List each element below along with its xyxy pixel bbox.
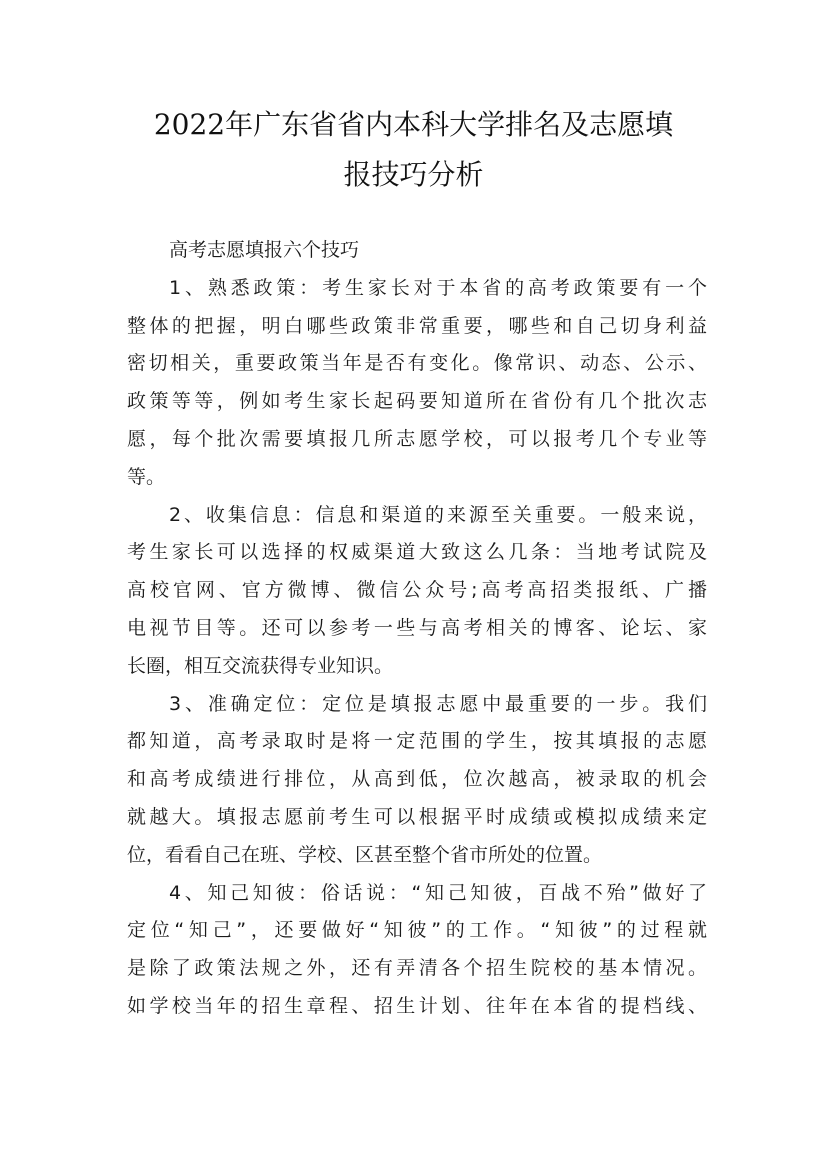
paragraph-line: 高校官网、官方微博、微信公众号;高考高招类报纸、广播 — [127, 579, 707, 602]
paragraph-line: 考生家长可以选择的权威渠道大致这么几条：当地考试院及 — [127, 541, 707, 564]
paragraph-line: 4、知己知彼：俗话说：“知己知彼，百战不殆”做好了 — [169, 881, 707, 904]
paragraph-line: 3、准确定位：定位是填报志愿中最重要的一步。我们 — [169, 692, 707, 715]
paragraph-line: 整体的把握，明白哪些政策非常重要，哪些和自己切身利益 — [127, 314, 707, 337]
paragraph-line: 政策等等，例如考生家长起码要知道所在省份有几个批次志 — [127, 390, 707, 413]
title-line: 2022年广东省省内本科大学排名及志愿填 — [153, 108, 674, 141]
paragraph-line: 愿，每个批次需要填报几所志愿学校，可以报考几个专业等 — [127, 427, 707, 450]
paragraph-line: 定位“知己”，还要做好“知彼”的工作。“知彼”的过程就 — [127, 919, 707, 942]
paragraph-line: 高考志愿填报六个技巧 — [169, 239, 360, 261]
paragraph-line: 等。 — [127, 465, 166, 488]
paragraph-line: 是除了政策法规之外，还有弄清各个招生院校的基本情况。 — [127, 957, 707, 980]
paragraph-line: 和高考成绩进行排位，从高到低，位次越高，被录取的机会 — [127, 768, 707, 791]
paragraph — [127, 686, 707, 875]
paragraph-line: 如学校当年的招生章程、招生计划、往年在本省的提档线、 — [127, 994, 707, 1017]
document-body — [127, 232, 707, 1026]
paragraph — [127, 270, 707, 497]
paragraph-line: 都知道，高考录取时是将一定范围的学生，按其填报的志愿 — [127, 730, 707, 753]
paragraph-line: 就越大。填报志愿前考生可以根据平时成绩或模拟成绩来定 — [127, 805, 707, 828]
paragraph-line: 位，看看自己在班、学校、区甚至整个省市所处的位置。 — [127, 843, 603, 866]
paragraph — [127, 875, 707, 1026]
section-heading — [127, 232, 707, 270]
paragraph-line: 密切相关，重要政策当年是否有变化。像常识、动态、公示、 — [127, 352, 707, 375]
title-line: 报技巧分析 — [343, 158, 484, 191]
paragraph-line: 2、收集信息：信息和渠道的来源至关重要。一般来说， — [169, 503, 707, 526]
paragraph-line: 1、熟悉政策：考生家长对于本省的高考政策要有一个 — [169, 276, 707, 299]
paragraph — [127, 497, 707, 686]
paragraph-line: 长圈，相互交流获得专业知识。 — [127, 654, 394, 677]
document-title — [100, 100, 727, 200]
paragraph-line: 电视节目等。还可以参考一些与高考相关的博客、论坛、家 — [127, 616, 707, 639]
